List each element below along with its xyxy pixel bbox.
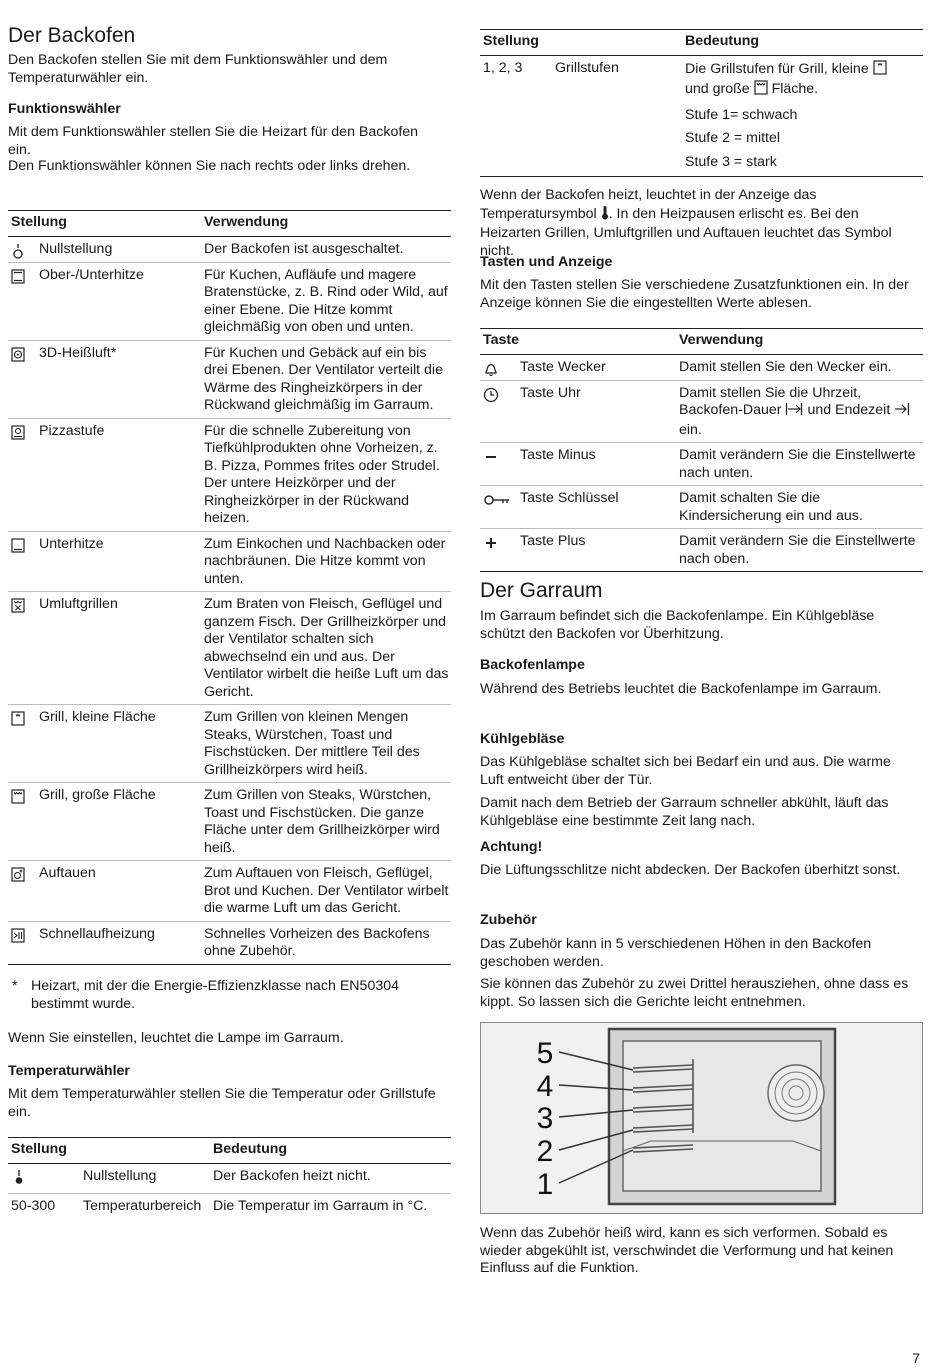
funktionswaehler-text-2: Den Funktionswähler können Sie nach rechts oder links drehen. xyxy=(8,158,411,174)
thermometer-icon xyxy=(601,205,609,226)
table-row: Pizzastufe Für die schnelle Zubereitung von Tiefkühlprodukten ohne Vorheizen, z. B. Pizza, Pommes frites oder Strudel. Der untere Heizkörper und der Ringheizkörper in der Rückwand heizen. xyxy=(8,418,451,531)
tasten-table-header-taste: Taste xyxy=(480,329,676,355)
table-row: Taste Wecker Damit stellen Sie den Wecker ein. xyxy=(480,354,923,380)
grill-table-header-bedeutung: Bedeutung xyxy=(682,30,923,56)
table-row: 3D-Heißluft* Für Kuchen und Gebäck auf ein bis drei Ebenen. Der Ventilator verteilt die Wärme des Ringheizkörpers in der Rückwand gleichmäßig im Garraum. xyxy=(8,340,451,418)
page-number: 7 xyxy=(912,1351,920,1367)
ober-unterhitze-icon xyxy=(11,267,39,284)
temperaturwaehler-heading: Temperaturwähler xyxy=(8,1063,130,1079)
schnellaufheizung-icon xyxy=(11,926,39,943)
unterhitze-icon xyxy=(11,536,39,553)
kuehlgeblaese-heading: Kühlgebläse xyxy=(480,731,565,747)
table-row: Taste Schlüssel Damit schalten Sie die Kindersicherung ein und aus. xyxy=(480,486,923,529)
table-row: 50-300 Temperaturbereich Die Temperatur im Garraum in °C. xyxy=(11,1198,428,1214)
zubehoer-text-2: Sie können das Zubehör zu zwei Drittel herausziehen, ohne dass es kippt. So lassen sich die Gerichte leicht entnehmen. xyxy=(480,976,909,1010)
table-row: Taste Plus Damit verändern Sie die Einstellwerte nach oben. xyxy=(480,529,923,572)
auftauen-icon xyxy=(11,865,39,882)
table-row: Umluftgrillen Zum Braten von Fleisch, Geflügel und ganzem Fisch. Der Grillheizkörper und der Ventilator schalten sich abwechselnd ein und aus. Der Ventilator wirbelt die heiße Luft um das Gericht. xyxy=(8,592,451,705)
table-row: Schnellaufheizung Schnelles Vorheizen des Backofens ohne Zubehör. xyxy=(8,921,451,964)
tasten-table-header-verwendung: Verwendung xyxy=(676,329,923,355)
footnote: * Heizart, mit der die Energie-Effizienzklasse nach EN50304 bestimmt wurde. xyxy=(12,978,400,1012)
plus-icon xyxy=(483,533,520,551)
oven-rack-levels-figure xyxy=(480,1022,923,1214)
function-table xyxy=(8,210,451,965)
key-icon xyxy=(483,490,520,508)
duration-icon xyxy=(785,402,803,422)
grill-klein-icon xyxy=(11,709,39,726)
grill-gross-icon xyxy=(11,787,39,804)
tasten-table xyxy=(480,328,923,572)
function-table-header-stellung: Stellung xyxy=(8,211,201,237)
grill-table-header-stellung: Stellung xyxy=(480,30,682,56)
zubehoer-heading: Zubehör xyxy=(480,912,537,928)
temperature-symbol-text: Wenn der Backofen heizt, leuchtet in der Anzeige das Temperatursymbol . In den Heizpausen erlischt es. Bei den Heizarten Grillen, Umluftgrillen und Auftauen leuchtet das Symbol nicht. xyxy=(480,187,892,259)
tasten-heading: Tasten und Anzeige xyxy=(480,254,613,270)
grill-gross-icon xyxy=(754,80,768,101)
temperaturwaehler-text: Mit dem Temperaturwähler stellen Sie die Temperatur oder Grillstufe ein. xyxy=(8,1086,436,1120)
lamp-text: Wenn Sie einstellen, leuchtet die Lampe im Garraum. xyxy=(8,1030,344,1046)
funktionswaehler-text-1: Mit dem Funktionswähler stellen Sie die Heizart für den Backofen ein. xyxy=(8,124,419,158)
oven-interior-illustration xyxy=(481,1023,922,1213)
rack-level-4: 4 xyxy=(536,1070,554,1103)
table-row: 1, 2, 3 Grillstufen Die Grillstufen für Grill, kleine und große Fläche. Stufe 1= schwach Stufe 2 = mittel Stufe 3 = stark xyxy=(480,55,923,177)
tasten-text: Mit den Tasten stellen Sie verschiedene Zusatzfunktionen ein. In der Anzeige können Sie die eingestellten Werte ablesen. xyxy=(480,277,909,311)
table-row: Nullstellung Der Backofen ist ausgeschaltet. xyxy=(8,236,451,262)
table-row: Auftauen Zum Auftauen von Fleisch, Geflügel, Brot und Kuchen. Der Ventilator wirbelt die warme Luft um das Gericht. xyxy=(8,861,451,922)
garraum-text: Im Garraum befindet sich die Backofenlampe. Ein Kühlgebläse schützt den Backofen vor Überhitzung. xyxy=(480,608,875,642)
garraum-title: Der Garraum xyxy=(480,579,603,602)
pizzastufe-icon xyxy=(11,423,39,440)
grill-klein-icon xyxy=(873,60,887,81)
table-row: Taste Uhr Damit stellen Sie die Uhrzeit, Backofen-Dauer und Endezeit ein. xyxy=(480,380,923,443)
kuehlgeblaese-text-1: Das Kühlgebläse schaltet sich bei Bedarf ein und aus. Die warme Luft entweicht über der Tür. xyxy=(480,754,891,788)
table-row: Grill, große Fläche Zum Grillen von Steaks, Würstchen, Toast und Fischstücken. Die ganze Fläche unter dem Grillheizkörper wird heiß. xyxy=(8,783,451,861)
table-row: Unterhitze Zum Einkochen und Nachbacken oder nachbräunen. Die Hitze kommt von unten. xyxy=(8,531,451,592)
backofenlampe-heading: Backofenlampe xyxy=(480,657,585,673)
temperature-table-header-bedeutung: Bedeutung xyxy=(210,1138,451,1164)
temperature-nullstellung-icon xyxy=(11,1168,24,1191)
table-row: Ober-/Unterhitze Für Kuchen, Aufläufe und magere Bratenstücke, z. B. Rind oder Wild, auf einer Ebene. Die Hitze kommt gleichmäßig von oben und unten. xyxy=(8,262,451,340)
table-row: Grill, kleine Fläche Zum Grillen von kleinen Mengen Steaks, Würstchen, Toast und Fischstücken. Der mittlere Teil des Grillheizkörpers wird heiß. xyxy=(8,705,451,783)
rack-level-3: 3 xyxy=(536,1102,554,1135)
bell-icon xyxy=(483,359,520,377)
temperature-table xyxy=(8,1137,451,1219)
zubehoer-text-1: Das Zubehör kann in 5 verschiedenen Höhen in den Backofen geschoben werden. xyxy=(480,936,872,970)
umluftgrillen-icon xyxy=(11,596,39,613)
rack-level-2: 2 xyxy=(536,1135,554,1168)
verformung-text: Wenn das Zubehör heiß wird, kann es sich verformen. Sobald es wieder abgekühlt ist, verschwindet die Verformung und hat keinen Einfluss auf die Funktion. xyxy=(480,1225,894,1276)
achtung-heading: Achtung! xyxy=(480,839,543,855)
achtung-text: Die Lüftungsschlitze nicht abdecken. Der Backofen überhitzt sonst. xyxy=(480,862,901,878)
table-row: Taste Minus Damit verändern Sie die Einstellwerte nach unten. xyxy=(480,443,923,486)
temperature-table-header-stellung: Stellung xyxy=(8,1138,210,1164)
nullstellung-icon xyxy=(11,241,39,259)
rack-level-5: 5 xyxy=(536,1037,554,1070)
kuehlgeblaese-text-2: Damit nach dem Betrieb der Garraum schneller abkühlt, läuft das Kühlgebläse eine bestimmte Zeit lang nach. xyxy=(480,795,889,829)
page-title: Der Backofen xyxy=(8,24,136,47)
table-row: Nullstellung Der Backofen heizt nicht. xyxy=(8,1163,451,1194)
3d-heissluft-icon xyxy=(11,345,39,362)
intro-text: Den Backofen stellen Sie mit dem Funktionswähler und dem Temperaturwähler ein. xyxy=(8,52,388,86)
funktionswaehler-heading: Funktionswähler xyxy=(8,101,121,117)
function-table-header-verwendung: Verwendung xyxy=(201,211,451,237)
rack-level-1: 1 xyxy=(536,1168,554,1201)
clock-icon xyxy=(483,385,520,403)
backofenlampe-text: Während des Betriebs leuchtet die Backofenlampe im Garraum. xyxy=(480,681,882,697)
grill-table xyxy=(480,29,923,177)
minus-icon xyxy=(483,447,520,465)
end-time-icon xyxy=(894,402,910,422)
